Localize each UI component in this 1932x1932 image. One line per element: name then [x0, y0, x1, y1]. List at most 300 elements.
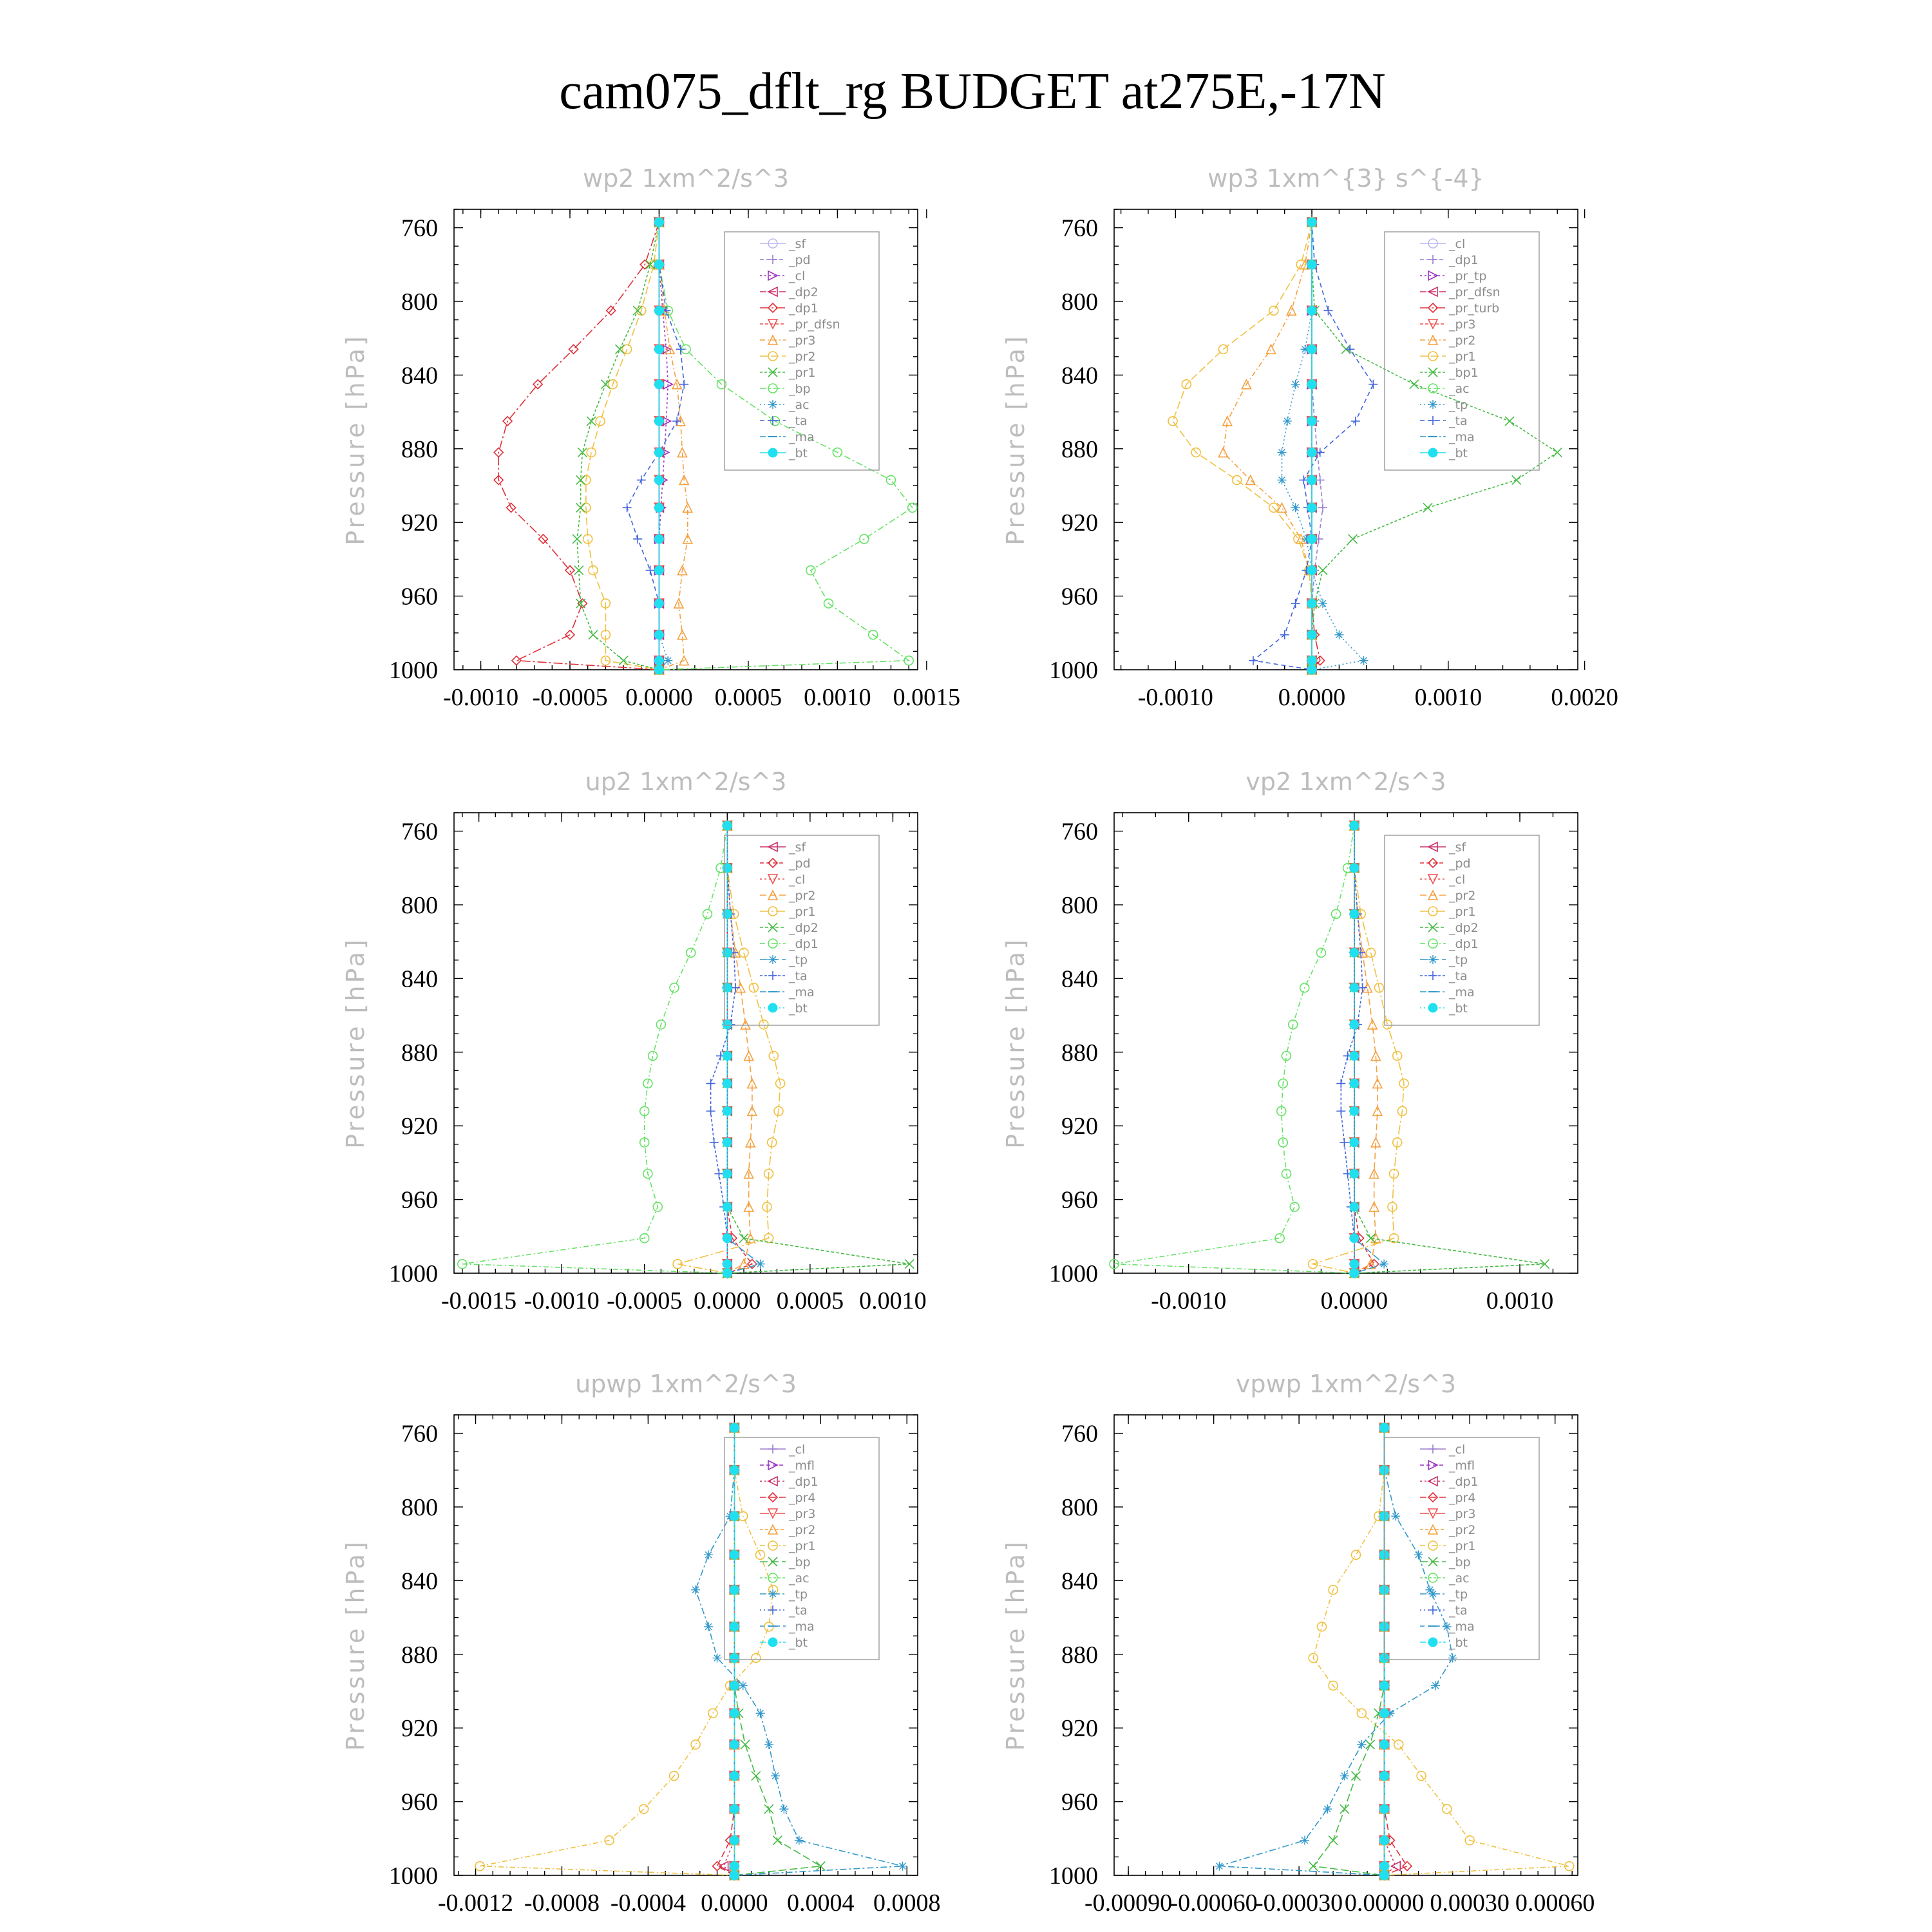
- data-point: [723, 1234, 732, 1243]
- legend-label: _bp: [789, 382, 811, 396]
- x-tick-label: -0.00090: [1084, 1889, 1173, 1917]
- legend-label: _sf: [789, 840, 806, 855]
- data-point: [1340, 1138, 1349, 1147]
- series-pr1: [1309, 1423, 1574, 1880]
- data-point: [1351, 1550, 1360, 1559]
- data-point: [1379, 1260, 1388, 1269]
- x-tick-label: 0.0004: [787, 1889, 855, 1917]
- data-point: [1350, 1106, 1359, 1115]
- data-point: [1307, 417, 1316, 426]
- data-point: [1350, 983, 1359, 992]
- legend-label: _pr1: [1449, 905, 1476, 919]
- legend-entry: [1420, 840, 1466, 855]
- data-point: [1290, 1202, 1299, 1211]
- legend-label: _sf: [789, 237, 806, 251]
- data-point: [723, 1202, 732, 1211]
- y-tick-label: 880: [1061, 1641, 1098, 1669]
- legend-entry: [1420, 1636, 1468, 1650]
- panel-title: upwp 1xm^2/s^3: [575, 1370, 797, 1398]
- data-point: [731, 983, 740, 992]
- legend-label: _ac: [789, 398, 810, 412]
- legend-label: _cl: [1449, 1443, 1466, 1457]
- data-point: [1448, 1654, 1457, 1663]
- data-point: [646, 566, 655, 575]
- legend-marker: [1428, 1638, 1437, 1647]
- y-tick-label: 1000: [389, 1862, 438, 1889]
- data-point: [1318, 599, 1327, 608]
- y-tick-label: 960: [401, 1186, 438, 1214]
- legend-label: _dp1: [789, 301, 819, 316]
- data-point: [714, 1170, 723, 1179]
- data-point: [1277, 448, 1286, 457]
- data-point: [1307, 475, 1316, 484]
- legend-marker: [768, 400, 777, 409]
- data-point: [1358, 983, 1367, 992]
- data-point: [723, 1079, 732, 1088]
- legend-entry: [760, 366, 815, 380]
- x-tick-label: 0.0000: [1320, 1287, 1388, 1314]
- data-point: [1336, 1106, 1345, 1115]
- y-tick-label: 960: [1061, 1788, 1098, 1816]
- legend-label: _ma: [1449, 985, 1475, 999]
- panel-title: wp3 1xm^{3} s^{-4}: [1208, 164, 1484, 193]
- legend-entry: [1420, 317, 1475, 332]
- data-point: [1350, 1020, 1359, 1029]
- data-point: [654, 630, 663, 639]
- data-point: [1336, 1079, 1345, 1088]
- legend-entry: [760, 873, 805, 887]
- data-point: [1307, 656, 1316, 665]
- series-dp2: [723, 821, 914, 1278]
- data-point: [710, 1138, 719, 1147]
- series-tp: [1215, 1423, 1457, 1880]
- data-point: [795, 1836, 804, 1845]
- x-tick-label: -0.0004: [610, 1889, 686, 1917]
- data-point: [1291, 503, 1300, 512]
- data-point: [1249, 656, 1258, 665]
- legend-entry: [1420, 398, 1468, 412]
- data-point: [1334, 630, 1343, 639]
- series-line: [1313, 1428, 1569, 1875]
- series-bp: [1309, 1423, 1388, 1880]
- data-point: [1553, 448, 1562, 457]
- x-tick-label: 0.0010: [859, 1287, 927, 1314]
- y-tick-label: 920: [401, 509, 438, 537]
- data-point: [654, 306, 663, 315]
- y-tick-label: 960: [401, 1788, 438, 1816]
- data-point: [764, 1740, 773, 1749]
- data-point: [1350, 864, 1359, 873]
- legend-marker: [1428, 955, 1437, 964]
- data-point: [723, 1170, 732, 1179]
- data-point: [1350, 1260, 1359, 1269]
- legend-entry: [760, 905, 815, 919]
- x-tick-label: 0.0008: [873, 1889, 941, 1917]
- legend-marker: [768, 1589, 777, 1598]
- legend-marker: [1428, 400, 1437, 409]
- legend-marker: [768, 955, 777, 964]
- legend-entry: [1420, 301, 1499, 316]
- data-point: [1350, 1234, 1359, 1243]
- y-tick-label: 760: [1061, 818, 1098, 846]
- y-tick-label: 880: [1061, 435, 1098, 463]
- data-point: [759, 1020, 768, 1029]
- data-point: [730, 1550, 739, 1559]
- y-tick-label: 1000: [1049, 657, 1098, 684]
- data-point: [565, 630, 574, 639]
- x-tick-label: -0.0015: [440, 1287, 517, 1314]
- legend-entry: [1420, 873, 1465, 887]
- x-tick-label: 0.0005: [714, 684, 782, 711]
- legend-entry: [760, 953, 808, 967]
- legend-entry: [1420, 350, 1475, 364]
- data-point: [730, 1466, 739, 1475]
- data-point: [730, 1423, 739, 1432]
- data-point: [1307, 380, 1316, 389]
- x-tick-label: 0.00030: [1430, 1889, 1510, 1917]
- data-point: [623, 503, 632, 512]
- data-point: [1349, 535, 1358, 544]
- y-tick-label: 800: [1061, 892, 1098, 919]
- data-point: [1299, 475, 1308, 484]
- data-point: [1380, 1423, 1389, 1432]
- legend-label: _ta: [1449, 969, 1468, 983]
- x-tick-label: -0.0010: [524, 1287, 600, 1314]
- data-point: [1359, 656, 1368, 665]
- series-line: [586, 222, 659, 670]
- legend-entry: [760, 889, 815, 903]
- y-tick-label: 880: [401, 1641, 438, 1669]
- legend-label: _pr1: [789, 366, 816, 380]
- data-point: [1309, 1862, 1318, 1871]
- data-point: [713, 1862, 722, 1871]
- data-point: [723, 1052, 732, 1061]
- legend-entry: [760, 446, 808, 460]
- data-point: [1380, 1871, 1389, 1880]
- data-point: [723, 1106, 732, 1115]
- panel-1: [341, 164, 960, 711]
- legend-label: _dp2: [789, 285, 819, 299]
- legend-label: _cl: [1449, 237, 1466, 251]
- data-point: [633, 535, 642, 544]
- data-point: [654, 380, 663, 389]
- legend-entry: [760, 937, 819, 951]
- legend-entry: [760, 350, 815, 364]
- data-point: [1307, 448, 1316, 457]
- data-point: [1215, 1862, 1224, 1871]
- y-tick-label: 1000: [1049, 1862, 1098, 1889]
- legend-label: _dp2: [789, 921, 819, 935]
- series-line: [1173, 222, 1312, 670]
- y-tick-label: 760: [1061, 1420, 1098, 1448]
- legend-label: _pd: [789, 253, 811, 267]
- legend-label: _dp1: [789, 937, 819, 951]
- legend-entry: [1420, 985, 1475, 999]
- plot-frame: [1114, 209, 1578, 670]
- legend-label: _pr_dfsn: [789, 317, 840, 332]
- legend-label: _bt: [1449, 446, 1468, 460]
- data-point: [730, 1586, 739, 1595]
- series-line: [659, 222, 913, 670]
- x-tick-label: 0.0000: [694, 1287, 761, 1314]
- panel-title: vp2 1xm^2/s^3: [1245, 768, 1446, 796]
- data-point: [1410, 380, 1419, 389]
- data-point: [886, 475, 895, 484]
- legend-entry: [1420, 1539, 1475, 1553]
- legend-entry: [760, 1491, 815, 1505]
- legend-entry: [1420, 857, 1471, 871]
- y-tick-label: 920: [1061, 509, 1098, 537]
- legend-entry: [1420, 382, 1470, 396]
- y-axis-label: Pressure [hPa]: [1001, 937, 1030, 1149]
- legend-label: _pr4: [789, 1491, 816, 1505]
- data-point: [1357, 1740, 1366, 1749]
- series-line: [480, 1428, 773, 1875]
- legend-label: _pr4: [1449, 1491, 1476, 1505]
- y-tick-label: 840: [1061, 965, 1098, 993]
- y-tick-label: 880: [401, 435, 438, 463]
- series-line: [1223, 222, 1312, 670]
- y-tick-label: 920: [401, 1113, 438, 1141]
- data-point: [1380, 1772, 1389, 1781]
- legend-label: _bp: [789, 1555, 811, 1569]
- data-point: [1307, 599, 1316, 608]
- data-point: [1366, 1740, 1375, 1749]
- legend-entry: [760, 398, 810, 412]
- data-point: [1380, 1681, 1389, 1690]
- data-point: [1351, 1772, 1360, 1781]
- data-point: [637, 475, 646, 484]
- data-point: [1431, 1681, 1440, 1690]
- data-point: [589, 630, 598, 639]
- data-point: [1323, 1804, 1332, 1814]
- y-axis-label: Pressure [hPa]: [341, 334, 370, 545]
- x-tick-label: 0.0000: [625, 684, 693, 711]
- x-tick-label: -0.0005: [607, 1287, 683, 1314]
- data-point: [691, 1740, 700, 1749]
- data-point: [601, 380, 610, 389]
- data-point: [704, 1550, 713, 1559]
- legend-entry: [1420, 1555, 1471, 1569]
- legend-entry: [760, 237, 806, 251]
- panel-title: up2 1xm^2/s^3: [585, 768, 787, 796]
- data-point: [730, 1836, 739, 1845]
- series-bp: [654, 218, 916, 674]
- data-point: [512, 656, 521, 665]
- legend-entry: [760, 1604, 808, 1618]
- legend-entry: [1420, 1523, 1475, 1537]
- legend: [724, 232, 879, 470]
- data-point: [654, 503, 663, 512]
- legend-entry: [760, 301, 819, 316]
- data-point: [1340, 1772, 1349, 1781]
- y-tick-label: 800: [1061, 1494, 1098, 1521]
- legend-entry: [760, 840, 806, 855]
- x-tick-label: 0.0000: [1278, 684, 1346, 711]
- panel-2: [1001, 164, 1618, 711]
- data-point: [578, 448, 587, 457]
- y-axis-label: Pressure [hPa]: [341, 1539, 370, 1751]
- data-point: [1350, 1079, 1359, 1088]
- legend-label: _dp1: [1449, 1475, 1479, 1489]
- x-tick-label: 0.0000: [701, 1889, 768, 1917]
- legend-entry: [760, 1587, 808, 1602]
- legend-label: _pr1: [1449, 1539, 1476, 1553]
- data-point: [769, 1052, 778, 1061]
- series-bt: [1307, 218, 1316, 674]
- legend-entry: [760, 253, 811, 267]
- series-line: [1313, 1428, 1384, 1875]
- legend-entry: [760, 1523, 815, 1537]
- data-point: [663, 656, 672, 665]
- legend-label: _pr2: [1449, 889, 1476, 903]
- y-tick-label: 960: [1061, 583, 1098, 611]
- legend-label: _pd: [789, 857, 811, 871]
- data-point: [756, 1260, 765, 1269]
- data-point: [1300, 1836, 1309, 1845]
- data-point: [654, 656, 663, 665]
- data-point: [1350, 1138, 1359, 1147]
- y-tick-label: 760: [401, 1420, 438, 1448]
- legend-label: _dp1: [1449, 937, 1479, 951]
- legend-label: _tp: [1449, 953, 1468, 967]
- legend-entry: [1420, 253, 1479, 267]
- legend-entry: [1420, 430, 1475, 444]
- legend-marker: [768, 1605, 777, 1615]
- data-point: [730, 1804, 739, 1814]
- legend-entry: [760, 969, 808, 983]
- data-point: [1332, 909, 1341, 918]
- x-tick-label: 0.0015: [893, 684, 961, 711]
- data-point: [1280, 630, 1289, 639]
- legend-label: _pd: [1449, 857, 1471, 871]
- data-point: [1380, 1836, 1389, 1845]
- data-point: [654, 566, 663, 575]
- legend-label: _bt: [789, 1001, 808, 1016]
- data-point: [1380, 1740, 1389, 1749]
- data-point: [1350, 948, 1359, 957]
- legend-entry: [1420, 937, 1479, 951]
- y-tick-label: 840: [401, 965, 438, 993]
- x-tick-label: 0.0010: [1414, 684, 1482, 711]
- legend-marker: [1428, 448, 1437, 457]
- legend-label: _dp1: [789, 1475, 819, 1489]
- data-point: [691, 1586, 700, 1595]
- legend-label: _bp1: [1449, 366, 1479, 380]
- data-point: [1350, 909, 1359, 918]
- data-point: [730, 1622, 739, 1631]
- legend-entry: [1420, 969, 1468, 983]
- data-point: [730, 1871, 739, 1880]
- legend-entry: [1420, 1507, 1475, 1521]
- legend-entry: [1420, 1475, 1479, 1489]
- data-point: [1287, 306, 1296, 315]
- legend: [724, 835, 879, 1025]
- legend-entry: [1420, 1459, 1475, 1473]
- data-point: [706, 1079, 715, 1088]
- y-tick-label: 1000: [389, 657, 438, 684]
- legend-label: _pr_dfsn: [1449, 285, 1501, 299]
- legend-entry: [1420, 269, 1486, 283]
- data-point: [1307, 535, 1316, 544]
- data-point: [673, 1260, 682, 1269]
- legend-label: _ma: [789, 985, 815, 999]
- x-tick-label: -0.0012: [437, 1889, 514, 1917]
- panel-title: vpwp 1xm^2/s^3: [1235, 1370, 1457, 1398]
- data-point: [756, 1709, 765, 1718]
- legend-label: _pr2: [789, 350, 816, 364]
- data-point: [1380, 1804, 1389, 1814]
- data-point: [1393, 1052, 1402, 1061]
- legend-entry: [1420, 889, 1475, 903]
- legend-label: _ac: [1449, 382, 1470, 396]
- panels-grid: [341, 164, 1618, 1917]
- legend-entry: [1420, 285, 1501, 299]
- data-point: [1329, 1836, 1338, 1845]
- y-tick-label: 840: [1061, 362, 1098, 390]
- plot-frame: [454, 1415, 918, 1875]
- legend-entry: [760, 1001, 808, 1016]
- data-point: [1291, 599, 1300, 608]
- legend-entry: [760, 1539, 815, 1553]
- legend-marker: [1428, 1605, 1437, 1615]
- legend-marker: [768, 255, 777, 264]
- y-tick-label: 760: [1061, 214, 1098, 242]
- y-tick-label: 760: [401, 214, 438, 242]
- legend-label: _dp1: [1449, 253, 1479, 267]
- data-point: [1505, 417, 1514, 426]
- legend-entry: [760, 334, 815, 348]
- data-point: [1351, 417, 1360, 426]
- data-point: [1233, 475, 1242, 484]
- data-point: [576, 503, 585, 512]
- legend-marker: [1428, 1589, 1437, 1598]
- data-point: [723, 1269, 732, 1278]
- data-point: [1323, 306, 1332, 315]
- y-tick-label: 920: [1061, 1113, 1098, 1141]
- data-point: [687, 948, 696, 957]
- data-point: [1414, 1550, 1423, 1559]
- data-point: [1350, 1269, 1359, 1278]
- plot-frame: [454, 813, 918, 1273]
- data-point: [1317, 1622, 1326, 1631]
- series-line: [727, 826, 909, 1273]
- x-tick-label: 0.00000: [1344, 1889, 1425, 1917]
- legend-entry: [760, 1459, 815, 1473]
- data-point: [1307, 566, 1316, 575]
- legend-label: _sf: [1449, 840, 1466, 855]
- legend-label: _ta: [1449, 1604, 1468, 1618]
- data-point: [730, 1862, 739, 1871]
- data-point: [1423, 503, 1432, 512]
- legend-label: _pr2: [1449, 334, 1476, 348]
- legend-label: _ma: [1449, 430, 1475, 444]
- data-point: [654, 475, 663, 484]
- x-tick-label: -0.0010: [442, 684, 519, 711]
- data-point: [1391, 1862, 1400, 1871]
- legend-label: _ma: [1449, 1620, 1475, 1634]
- legend-entry: [1420, 1604, 1468, 1618]
- y-tick-label: 800: [1061, 289, 1098, 316]
- data-point: [1350, 1202, 1359, 1211]
- plot-frame: [454, 209, 918, 670]
- legend-label: _pr3: [1449, 317, 1476, 332]
- data-point: [764, 1804, 773, 1814]
- legend-marker: [1428, 1444, 1437, 1454]
- y-tick-label: 840: [1061, 1567, 1098, 1595]
- x-tick-label: 0.0010: [804, 684, 871, 711]
- series-pr2: [582, 218, 664, 674]
